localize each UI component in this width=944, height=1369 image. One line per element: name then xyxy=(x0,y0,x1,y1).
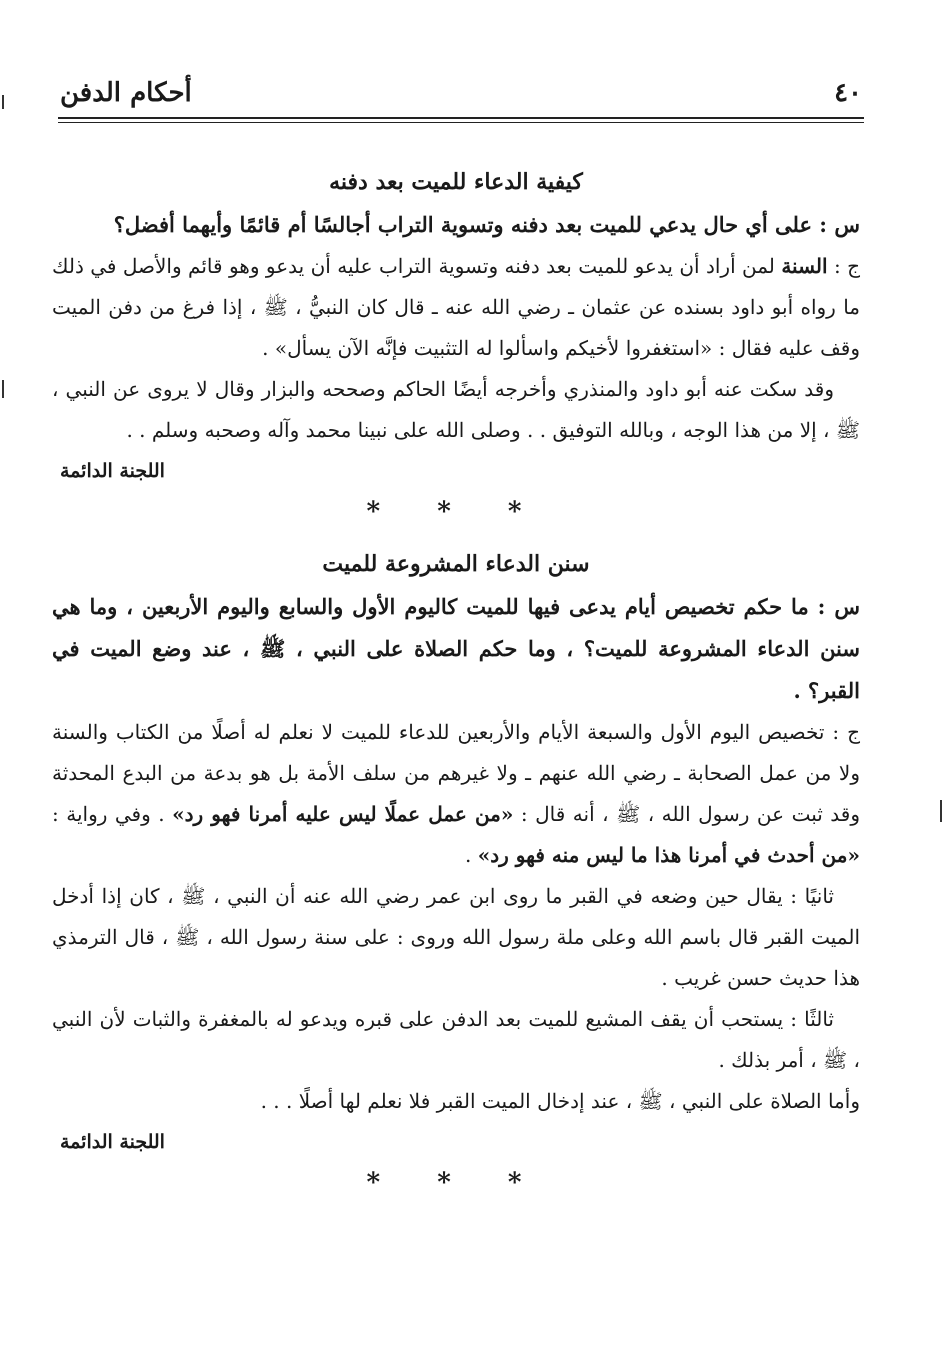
answer-label: ج : xyxy=(832,720,860,744)
page-number: ٤٠ xyxy=(834,78,862,108)
signature: اللجنة الدائمة xyxy=(60,1131,165,1153)
answer-text: . xyxy=(465,843,472,867)
question xyxy=(52,204,860,246)
answer-paragraph: ثالثًا : يستحب أن يقف المشيع للميت بعد الدفن على قبره ويدعو له بالمغفرة والثبات لأن النبي ، ﷺ ، أمر بذلك . xyxy=(52,1007,860,1072)
page-body xyxy=(52,160,860,1203)
signature: اللجنة الدائمة xyxy=(60,460,165,482)
question-label: س : xyxy=(817,594,861,619)
answer-paragraph xyxy=(52,712,860,876)
section-title: سنن الدعاء المشروعة للميت xyxy=(322,551,590,577)
running-title: أحكام الدفن xyxy=(60,78,192,108)
section-separator: * * * xyxy=(366,497,546,527)
section-title: كيفية الدعاء للميت بعد دفنه xyxy=(329,169,583,195)
answer-paragraph xyxy=(52,246,860,369)
answer-paragraph: ثانيًا : يقال حين وضعه في القبر ما روى ابن عمر رضي الله عنه أن النبي ، ﷺ ، كان إذا أدخل الميت القبر قال باسم الله وعلى ملة رسول الله وروى : على سنة رسول الله ، ﷺ ، قال الترمذي هذا حديث حسن غريب . xyxy=(52,884,860,990)
question-text: على أي حال يدعي للميت بعد دفنه وتسوية التراب أجالسًا أم قائمًا وأيهما أفضل؟ xyxy=(113,212,812,237)
scan-edge-mark xyxy=(2,380,4,398)
page-header xyxy=(60,78,862,118)
header-rule-thick xyxy=(58,117,864,119)
answer-paragraph: وأما الصلاة على النبي ، ﷺ ، عند إدخال الميت القبر فلا نعلم لها أصلًا . . . xyxy=(260,1089,860,1113)
question xyxy=(52,586,860,712)
answer-text: لمن أراد أن يدعو للميت بعد دفنه وتسوية التراب عليه أن يدعو وهو قائم والأصل في ذلك ما رواه أبو داود بسنده عن عثمان ـ رضي الله عنه ـ قال كان النبيُّ ، ﷺ ، إذا فرغ من دفن الميت وقف عليه فقال : «استغفروا لأخيكم واسألوا له التثبيت فإنَّه الآن يسأل» . xyxy=(52,254,860,360)
answer-label: ج : xyxy=(833,254,861,278)
hadith-quote: «من عمل عملًا ليس عليه أمرنا فهو رد» xyxy=(172,802,514,826)
answer-paragraph: وقد سكت عنه أبو داود والمنذري وأخرجه أيضًا الحاكم وصححه والبزار وقال لا يروى عن النبي ، ﷺ ، إلا من هذا الوجه ، وبالله التوفيق . . وصلى الله على نبينا محمد وآله وصحبه وسلم . . xyxy=(52,377,860,442)
answer-lead-word: السنة xyxy=(781,254,828,278)
header-rule-thin xyxy=(58,122,864,123)
section-separator: * * * xyxy=(366,1168,546,1198)
scan-edge-mark xyxy=(940,800,942,822)
scan-edge-mark xyxy=(2,95,4,109)
answer-text: تخصيص اليوم الأول والسبعة الأيام والأربعين للدعاء للميت لا نعلم له أصلًا من الكتاب والسنة ولا من عمل الصحابة ـ رضي الله عنهم ـ ولا غيرهم من سلف الأمة بل هو بدعة من البدع المحدثة وقد ثبت عن رسول الله ، ﷺ ، أنه قال : xyxy=(52,720,861,826)
hadith-quote: «من أحدث في أمرنا هذا ما ليس منه فهو رد» xyxy=(477,843,860,867)
question-label: س : xyxy=(819,212,860,237)
question-text: ما حكم تخصيص أيام يدعى فيها للميت كاليوم الأول والسابع واليوم الأربعين ، وما هي سنن الدعاء المشروعة للميت؟ ، وما حكم الصلاة على النبي ، ﷺ ، عند وضع الميت في القبر؟ . xyxy=(52,594,860,703)
answer-text: . وفي رواية : xyxy=(52,802,165,826)
